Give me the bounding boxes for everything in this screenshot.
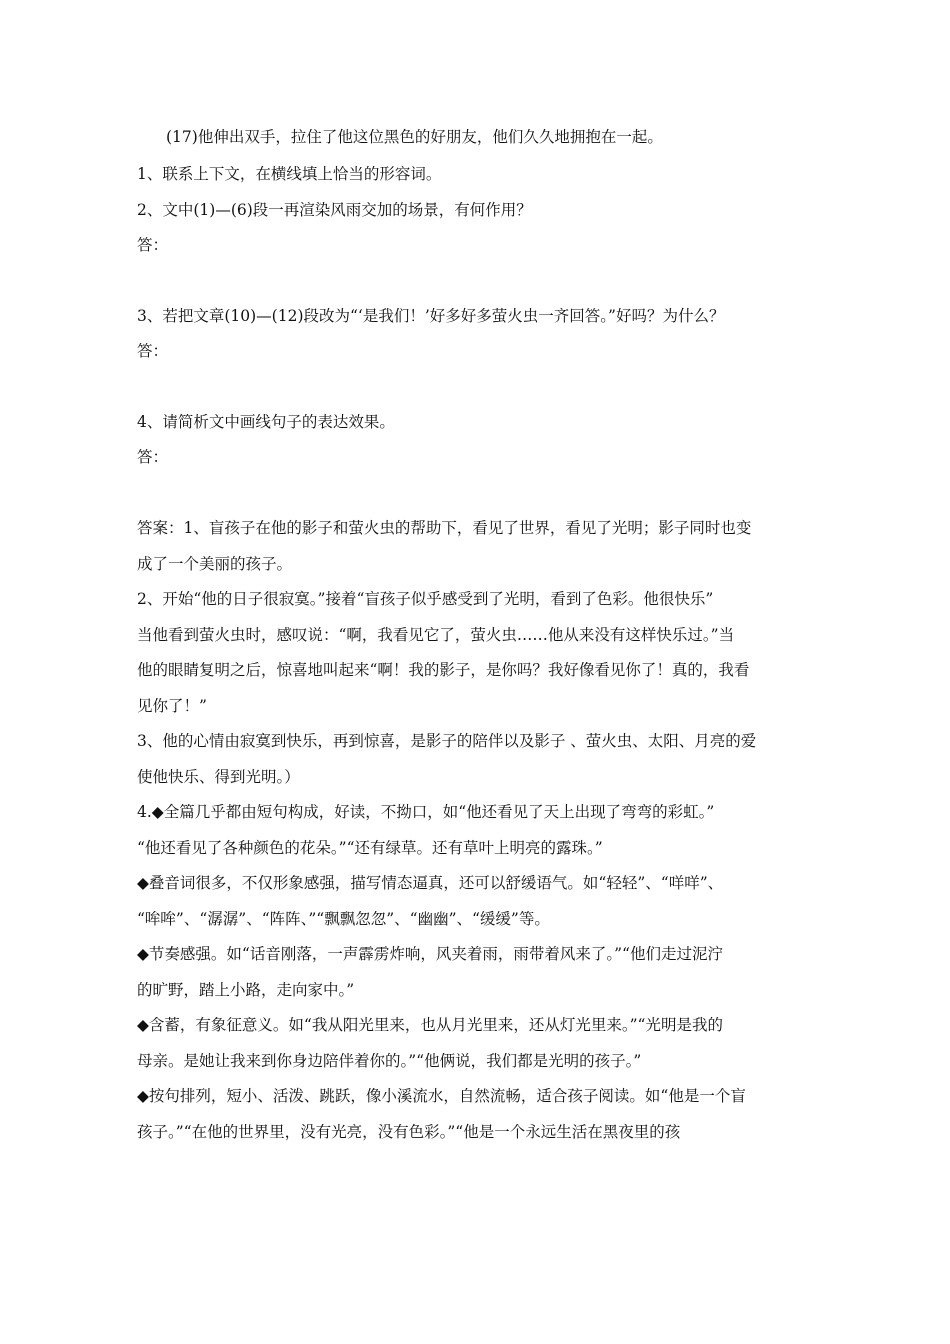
answer-text: 答案：1、盲孩子在他的影子和萤火虫的帮助下，看见了世界，看见了光明；影子同时也变 — [137, 519, 752, 537]
question-2: 2、文中(1)—(6)段一再渲染风雨交加的场景，有何作用？ — [137, 201, 532, 219]
answer-text: 孩子。”“在他的世界里，没有光亮，没有色彩。”“他是一个永远生活在黑夜里的孩 — [137, 1123, 681, 1141]
answer-text: 3、他的心情由寂寞到快乐，再到惊喜，是影子的陪伴以及影子 、萤火虫、太阳、月亮的爱 — [137, 732, 757, 750]
paragraph-17: (17)他伸出双手，拉住了他这位黑色的好朋友，他们久久地拥抱在一起。 — [166, 128, 663, 146]
answer-text: 的旷野，踏上小路，走向家中。” — [137, 981, 355, 999]
answer-text: ◆节奏感强。如“话音刚落，一声霹雳炸响，风夹着雨，雨带着风来了。”“他们走过泥泞 — [137, 945, 723, 963]
answer-text: ◆含蓄，有象征意义。如“我从阳光里来，也从月光里来，还从灯光里来。”“光明是我的 — [137, 1016, 723, 1034]
answer-text: 使他快乐、得到光明。） — [137, 768, 300, 786]
answer-text: 当他看到萤火虫时，感叹说：“啊，我看见它了，萤火虫……他从来没有这样快乐过。”当 — [137, 626, 735, 644]
answer-label-4: 答： — [137, 448, 169, 466]
answer-text: 母亲。是她让我来到你身边陪伴着你的。”“他俩说，我们都是光明的孩子。” — [137, 1052, 642, 1070]
answer-text: “他还看见了各种颜色的花朵。”“还有绿草。还有草叶上明亮的露珠。” — [137, 839, 603, 857]
answer-text: “哞哞”、“潺潺”、“阵阵、”“飘飘忽忽”、“幽幽”、“缓缓”等。 — [137, 910, 550, 928]
answer-text: 他的眼睛复明之后，惊喜地叫起来“啊！我的影子，是你吗？我好像看见你了！真的，我看 — [137, 661, 750, 679]
answer-text: ◆叠音词很多，不仅形象感强，描写情态逼真，还可以舒缓语气。如“轻轻”、“咩咩”、 — [137, 874, 724, 892]
answer-text: ◆按句排列，短小、活泼、跳跃，像小溪流水，自然流畅，适合孩子阅读。如“他是一个盲 — [137, 1087, 746, 1105]
question-1: 1、联系上下文，在横线填上恰当的形容词。 — [137, 165, 442, 183]
answer-label-3: 答： — [137, 342, 169, 360]
answer-text: 4.◆全篇几乎都由短句构成，好读，不拗口，如“他还看见了天上出现了弯弯的彩虹。” — [137, 803, 715, 821]
answer-text: 2、开始“他的日子很寂寞。”接着“盲孩子似乎感受到了光明，看到了色彩。他很快乐” — [137, 590, 714, 608]
answer-label-2: 答： — [137, 236, 169, 254]
question-3: 3、若把文章(10)—(12)段改为“‘是我们！’好多好多萤火虫一齐回答。”好吗？为什么？ — [137, 307, 725, 325]
answer-text: 见你了！” — [137, 697, 207, 715]
answer-text: 成了一个美丽的孩子。 — [137, 555, 293, 573]
question-4: 4、请简析文中画线句子的表达效果。 — [137, 413, 395, 431]
